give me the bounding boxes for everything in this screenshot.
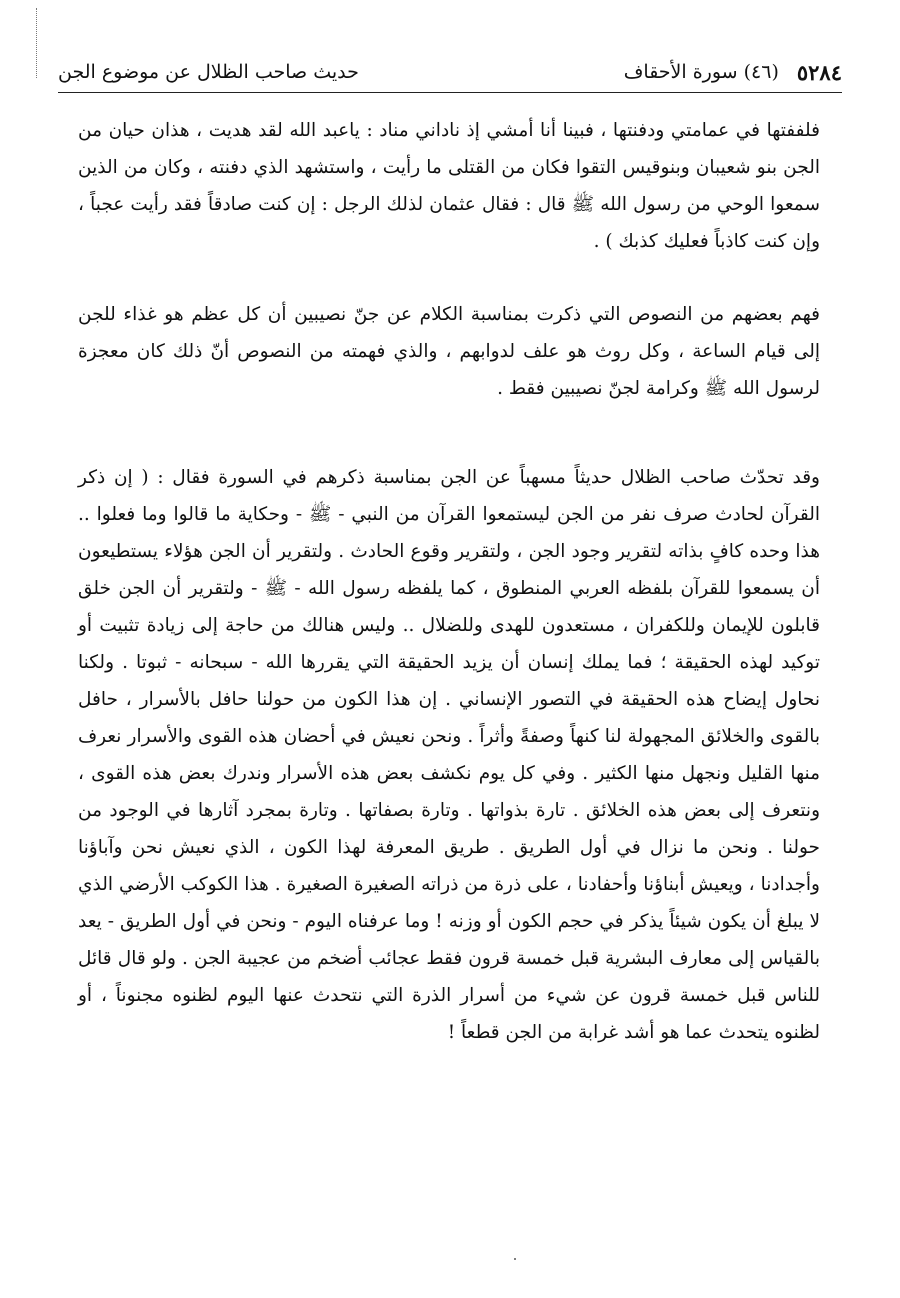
- paragraph-hadith-ending: فلففتها في عمامتي ودفنتها ، فبينا أنا أمشي إذ ناداني مناد : ياعبد الله لقد هديت ، هذان حيان من الجن بنو شعيبان وبنوقيس التقوا فكان من القتلى ما رأيت ، واستشهد الذي دفنته ، وكان من الذين سمعوا الوحي من رسول الله ﷺ قال : فقال عثمان لذلك الرجل : إن كنت صادقاً فقد رأيت عجباً ، وإن كنت كاذباً فعليك كذبك ) .: [78, 120, 820, 252]
- page-number: ٥٢٨٤: [796, 59, 842, 85]
- binding-mark: [36, 8, 37, 78]
- running-header: [58, 54, 842, 90]
- header-topic: حديث صاحب الظلال عن موضوع الجن: [58, 61, 359, 83]
- surah-title: (٤٦) سورة الأحقاف: [623, 61, 779, 83]
- paragraph-gap: [78, 260, 820, 296]
- header-right-group: [624, 60, 842, 85]
- paragraph-nusaybin-note: فهم بعضهم من النصوص التي ذكرت بمناسبة الكلام عن جنّ نصيبين أن كل عظم هو غذاء للجن إلى قيام الساعة ، وكل روث هو علف لدوابهم ، والذي فهمته من النصوص أنّ ذلك كان معجزة لرسول الله ﷺ وكرامة لجنّ نصيبين فقط .: [78, 304, 820, 399]
- paragraph-zilal-quote: وقد تحدّث صاحب الظلال حديثاً مسهباً عن الجن بمناسبة ذكرهم في السورة فقال : ( إن ذكر القرآن لحادث صرف نفر من الجن ليستمعوا القرآن من النبي - ﷺ - وحكاية ما قالوا وما فعلوا .. هذا وحده كافٍ بذاته لتقرير وجود الجن ، ولتقرير وقوع الحادث . ولتقرير أن الجن هؤلاء يستطيعون أن يسمعوا للقرآن بلفظه العربي المنطوق ، كما يلفظه رسول الله - ﷺ - ولتقرير أن الجن خلق قابلون للإيمان وللكفران ، مستعدون للهدى وللضلال .. وليس هنالك من حاجة إلى زيادة تثبيت أو توكيد لهذه الحقيقة ؛ فما يملك إنسان أن يزيد الحقيقة التي يقررها الله - سبحانه - ثبوتا . ولكنا نحاول إيضاح هذه الحقيقة في التصور الإنساني . إن هذا الكون من حولنا حافل بالأسرار ، حافل بالقوى والخلائق المجهولة لنا كنهاً وصفةً وأثراً . ونحن نعيش في أحضان هذه القوى والأسرار نعرف منها القليل ونجهل منها الكثير . وفي كل يوم نكشف بعض هذه الأسرار وندرك بعض هذه القوى ، ونتعرف إلى بعض هذه الخلائق . تارة بذواتها . وتارة بصفاتها . وتارة بمجرد آثارها في الوجود من حولنا . ونحن ما نزال في أول الطريق . طريق المعرفة لهذا الكون ، الذي نعيش نحن وآباؤنا وأجدادنا ، ويعيش أبناؤنا وأحفادنا ، على ذرة من ذراته الصغيرة الصغيرة . هذا الكوكب الأرضي الذي لا يبلغ أن يكون شيئاً يذكر في حجم الكون أو وزنه ! وما عرفناه اليوم - ونحن في أول الطريق - يعد بالقياس إلى معارف البشرية قبل خمسة قرون فقط عجائب أضخم من عجيبة الجن . ولو قال قائل للناس قبل خمسة قرون عن شيء من أسرار الذرة التي نتحدث عنها اليوم لظنوه مجنوناً ، أو لظنوه يتحدث عما هو أشد غرابة من الجن قطعاً !: [78, 467, 820, 1043]
- page-body: [78, 112, 820, 1051]
- header-divider: [58, 92, 842, 93]
- paragraph-gap: [78, 407, 820, 459]
- page-speck: [514, 1258, 516, 1260]
